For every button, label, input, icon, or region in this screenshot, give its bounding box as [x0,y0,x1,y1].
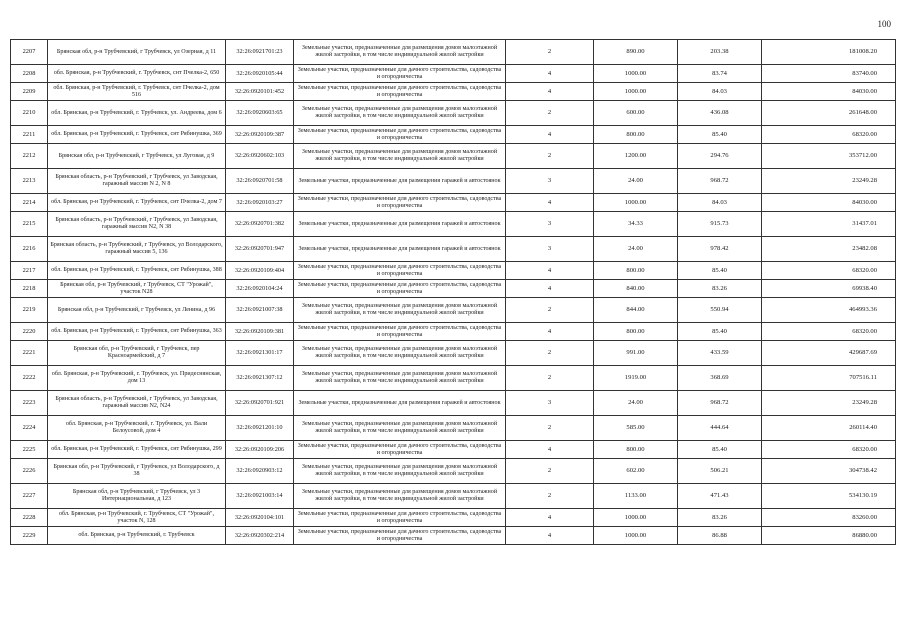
land-use-cell: Земельные участки, предназначенные для дачного строительства, садоводства и огородничества [294,527,506,545]
cadastral-number-cell: 32:26:0921003:14 [226,484,294,509]
specific-value-cell: 203.38 [678,40,762,65]
area-cell: 1000.00 [594,509,678,527]
cadastral-number-cell: 32:26:0921301:17 [226,341,294,366]
cadastral-number-cell: 32:26:0920109:206 [226,441,294,459]
group-cell: 2 [506,144,594,169]
address-cell: Брянская обл, р-н Трубчевский, г Трубчевск, ул Озерная, д 11 [48,40,226,65]
cadastral-number-cell: 32:26:0920101:452 [226,83,294,101]
land-use-cell: Земельные участки, предназначенные для размещения домов малоэтажной жилой застройки, в том числе индивидуальной жилой застройки [294,484,506,509]
table-row [11,280,896,298]
group-cell: 3 [506,169,594,194]
table-row [11,212,896,237]
specific-value-cell: 444.64 [678,416,762,441]
area-cell: 1000.00 [594,527,678,545]
row-number-cell: 2219 [11,298,48,323]
specific-value-cell: 506.21 [678,459,762,484]
group-cell: 2 [506,101,594,126]
table-row [11,298,896,323]
cadastral-number-cell: 32:26:0921201:10 [226,416,294,441]
area-cell: 840.00 [594,280,678,298]
row-number-cell: 2210 [11,101,48,126]
area-cell: 800.00 [594,126,678,144]
land-use-cell: Земельные участки, предназначенные для размещения домов малоэтажной жилой застройки, в том числе индивидуальной жилой застройки [294,459,506,484]
table-row [11,237,896,262]
group-cell: 4 [506,441,594,459]
area-cell: 1200.00 [594,144,678,169]
group-cell: 3 [506,237,594,262]
cadastral-value-cell: 534130.19 [762,484,896,509]
cadastral-number-cell: 32:26:0920603:65 [226,101,294,126]
address-cell: Брянская область, р-н Трубчевский, г Трубчевск, ул Заводская, гаражный массив N2, N 38 [48,212,226,237]
row-number-cell: 2211 [11,126,48,144]
table-row [11,366,896,391]
cadastral-value-cell: 68320.00 [762,126,896,144]
cadastral-value-cell: 31437.01 [762,212,896,237]
area-cell: 585.00 [594,416,678,441]
group-cell: 2 [506,366,594,391]
table-row [11,527,896,545]
address-cell: Брянская обл, р-н Трубчевский, г Трубчевск, ул 3 Интернациональная, д 123 [48,484,226,509]
row-number-cell: 2209 [11,83,48,101]
cadastral-value-cell: 84030.00 [762,83,896,101]
group-cell: 4 [506,527,594,545]
address-cell: Брянская обл, р-н Трубчевский, г Трубчевск, ул Ленина, д 96 [48,298,226,323]
area-cell: 24.00 [594,237,678,262]
land-use-cell: Земельные участки, предназначенные для размещения гаражей и автостоянок [294,212,506,237]
cadastral-number-cell: 32:26:0920104:101 [226,509,294,527]
group-cell: 3 [506,212,594,237]
row-number-cell: 2212 [11,144,48,169]
land-use-cell: Земельные участки, предназначенные для дачного строительства, садоводства и огородничества [294,509,506,527]
specific-value-cell: 915.73 [678,212,762,237]
cadastral-number-cell: 32:26:0920105:44 [226,65,294,83]
table-row [11,262,896,280]
cadastral-value-cell: 83260.00 [762,509,896,527]
area-cell: 1000.00 [594,83,678,101]
row-number-cell: 2208 [11,65,48,83]
group-cell: 2 [506,298,594,323]
table-row [11,416,896,441]
cadastral-value-cell: 84030.00 [762,194,896,212]
specific-value-cell: 433.59 [678,341,762,366]
cadastral-value-cell: 707516.11 [762,366,896,391]
cadastral-value-cell: 83740.00 [762,65,896,83]
cadastral-value-cell: 464993.36 [762,298,896,323]
specific-value-cell: 978.42 [678,237,762,262]
specific-value-cell: 85.40 [678,126,762,144]
land-use-cell: Земельные участки, предназначенные для размещения домов малоэтажной жилой застройки, в том числе индивидуальной жилой застройки [294,40,506,65]
address-cell: обл. Брянская, р-н Трубчевский, г. Трубчевск, снт Пчелка-2, дом 7 [48,194,226,212]
land-use-cell: Земельные участки, предназначенные для дачного строительства, садоводства и огородничества [294,441,506,459]
row-number-cell: 2207 [11,40,48,65]
cadastral-number-cell: 32:26:0920109:387 [226,126,294,144]
cadastral-number-cell: 32:26:0921701:23 [226,40,294,65]
land-use-cell: Земельные участки, предназначенные для размещения домов малоэтажной жилой застройки, в том числе индивидуальной жилой застройки [294,341,506,366]
area-cell: 890.00 [594,40,678,65]
area-cell: 1133.00 [594,484,678,509]
table-row [11,509,896,527]
address-cell: обл. Брянская, р-н Трубчевский, г. Трубчевск, снт Рябинушка, 299 [48,441,226,459]
land-use-cell: Земельные участки, предназначенные для дачного строительства, садоводства и огородничества [294,194,506,212]
group-cell: 2 [506,341,594,366]
row-number-cell: 2227 [11,484,48,509]
table-row [11,40,896,65]
specific-value-cell: 436.08 [678,101,762,126]
land-use-cell: Земельные участки, предназначенные для дачного строительства, садоводства и огородничества [294,65,506,83]
address-cell: обл. Брянская, р-н Трубчевский, г. Трубчевск, снт Пчелка-2, 650 [48,65,226,83]
table-body [11,40,896,545]
land-use-cell: Земельные участки, предназначенные для размещения гаражей и автостоянок [294,391,506,416]
cadastral-value-cell: 23249.28 [762,169,896,194]
cadastral-number-cell: 32:26:0920302:214 [226,527,294,545]
row-number-cell: 2221 [11,341,48,366]
row-number-cell: 2216 [11,237,48,262]
cadastral-value-cell: 429687.69 [762,341,896,366]
area-cell: 1000.00 [594,194,678,212]
page-number: 100 [877,19,891,29]
cadastral-value-cell: 69938.40 [762,280,896,298]
table-row [11,65,896,83]
row-number-cell: 2228 [11,509,48,527]
group-cell: 4 [506,194,594,212]
address-cell: Брянская обл, р-н Трубчевский, г Трубчевск, ул Володарского, д 38 [48,459,226,484]
group-cell: 4 [506,262,594,280]
specific-value-cell: 83.26 [678,509,762,527]
table-row [11,441,896,459]
cadastral-value-cell: 353712.00 [762,144,896,169]
land-use-cell: Земельные участки, предназначенные для дачного строительства, садоводства и огородничества [294,262,506,280]
cadastral-value-cell: 23249.28 [762,391,896,416]
table-row [11,194,896,212]
cadastral-value-cell: 23482.08 [762,237,896,262]
area-cell: 844.00 [594,298,678,323]
address-cell: Брянская область, р-н Трубчевский, г Трубчевск, ул Заводская, гаражный массив N 2, N 8 [48,169,226,194]
cadastral-number-cell: 32:26:0920701:382 [226,212,294,237]
land-use-cell: Земельные участки, предназначенные для размещения гаражей и автостоянок [294,169,506,194]
land-plot-table [10,39,896,545]
cadastral-number-cell: 32:26:0921007:38 [226,298,294,323]
table-row [11,391,896,416]
area-cell: 24.00 [594,169,678,194]
group-cell: 2 [506,416,594,441]
area-cell: 600.00 [594,101,678,126]
table-row [11,169,896,194]
address-cell: Брянская область, р-н Трубчевский, г Трубчевск, ул Заводская, гаражный массив N2, N24 [48,391,226,416]
cadastral-number-cell: 32:26:0920903:12 [226,459,294,484]
address-cell: обл. Брянская, р-н Трубчевский, г. Трубчевск, снт Пчелка-2, дом 516 [48,83,226,101]
cadastral-number-cell: 32:26:0920103:27 [226,194,294,212]
area-cell: 991.00 [594,341,678,366]
specific-value-cell: 83.26 [678,280,762,298]
land-use-cell: Земельные участки, предназначенные для размещения домов малоэтажной жилой застройки, в том числе индивидуальной жилой застройки [294,101,506,126]
specific-value-cell: 471.43 [678,484,762,509]
cadastral-value-cell: 304738.42 [762,459,896,484]
row-number-cell: 2224 [11,416,48,441]
row-number-cell: 2222 [11,366,48,391]
cadastral-number-cell: 32:26:0921307:12 [226,366,294,391]
cadastral-value-cell: 86880.00 [762,527,896,545]
group-cell: 2 [506,484,594,509]
cadastral-value-cell: 68320.00 [762,323,896,341]
table-row [11,484,896,509]
table-row [11,101,896,126]
group-cell: 4 [506,323,594,341]
row-number-cell: 2217 [11,262,48,280]
specific-value-cell: 368.69 [678,366,762,391]
land-use-cell: Земельные участки, предназначенные для дачного строительства, садоводства и огородничества [294,83,506,101]
table-row [11,341,896,366]
land-use-cell: Земельные участки, предназначенные для дачного строительства, садоводства и огородничества [294,126,506,144]
cadastral-number-cell: 32:26:0920109:404 [226,262,294,280]
cadastral-number-cell: 32:26:0920109:381 [226,323,294,341]
row-number-cell: 2225 [11,441,48,459]
row-number-cell: 2218 [11,280,48,298]
specific-value-cell: 85.40 [678,262,762,280]
address-cell: обл. Брянская, р-н Трубчевский, г. Трубчевск, снт Рябинушка, 363 [48,323,226,341]
cadastral-value-cell: 261648.00 [762,101,896,126]
address-cell: обл. Брянская, р-н Трубчевский, г. Трубчевск [48,527,226,545]
address-cell: Брянская обл, р-н Трубчевский, г Трубчевск, СТ "Урожай", участок N28 [48,280,226,298]
specific-value-cell: 85.40 [678,323,762,341]
address-cell: Брянская обл, р-н Трубчевский, г Трубчевск, ул Луговая, д 9 [48,144,226,169]
land-use-cell: Земельные участки, предназначенные для дачного строительства, садоводства и огородничества [294,323,506,341]
cadastral-number-cell: 32:26:0920104:24 [226,280,294,298]
address-cell: Брянская обл, р-н Трубчевский, г Трубчевск, пер Красноармейский, д 7 [48,341,226,366]
area-cell: 800.00 [594,262,678,280]
address-cell: обл. Брянская, р-н Трубчевский, г. Трубчевск, ул. Придеснянская, дом 13 [48,366,226,391]
area-cell: 34.33 [594,212,678,237]
area-cell: 800.00 [594,441,678,459]
specific-value-cell: 968.72 [678,391,762,416]
cadastral-number-cell: 32:26:0920701:58 [226,169,294,194]
table-row [11,459,896,484]
land-use-cell: Земельные участки, предназначенные для дачного строительства, садоводства и огородничества [294,280,506,298]
cadastral-number-cell: 32:26:0920701:947 [226,237,294,262]
cadastral-value-cell: 181008.20 [762,40,896,65]
area-cell: 602.00 [594,459,678,484]
row-number-cell: 2220 [11,323,48,341]
row-number-cell: 2229 [11,527,48,545]
specific-value-cell: 84.03 [678,83,762,101]
cadastral-value-cell: 68320.00 [762,441,896,459]
specific-value-cell: 294.76 [678,144,762,169]
specific-value-cell: 550.94 [678,298,762,323]
specific-value-cell: 86.88 [678,527,762,545]
row-number-cell: 2223 [11,391,48,416]
area-cell: 800.00 [594,323,678,341]
table-row [11,323,896,341]
row-number-cell: 2214 [11,194,48,212]
group-cell: 4 [506,509,594,527]
cadastral-number-cell: 32:26:0920602:103 [226,144,294,169]
address-cell: обл. Брянская, р-н Трубчевский, г. Трубчевск, ул. Андреева, дом 6 [48,101,226,126]
table-row [11,83,896,101]
address-cell: обл. Брянская, р-н Трубчевский, г. Трубчевск, снт Рябинушка, 388 [48,262,226,280]
address-cell: обл. Брянская, р-н Трубчевский, г. Трубчевск, ул. Вали Белоусовой, дом 4 [48,416,226,441]
cadastral-value-cell: 260114.40 [762,416,896,441]
specific-value-cell: 968.72 [678,169,762,194]
table-row [11,126,896,144]
address-cell: Брянская область, р-н Трубчевский, г Трубчевск, ул Володарского, гаражный массив 5, 136 [48,237,226,262]
cadastral-number-cell: 32:26:0920701:921 [226,391,294,416]
land-use-cell: Земельные участки, предназначенные для размещения гаражей и автостоянок [294,237,506,262]
area-cell: 1919.00 [594,366,678,391]
address-cell: обл. Брянская, р-н Трубчевский, г. Трубчевск, СТ "Урожай", участок N, 128 [48,509,226,527]
land-use-cell: Земельные участки, предназначенные для размещения домов малоэтажной жилой застройки, в том числе индивидуальной жилой застройки [294,298,506,323]
land-use-cell: Земельные участки, предназначенные для размещения домов малоэтажной жилой застройки, в том числе индивидуальной жилой застройки [294,144,506,169]
table-row [11,144,896,169]
group-cell: 4 [506,126,594,144]
group-cell: 2 [506,40,594,65]
specific-value-cell: 83.74 [678,65,762,83]
group-cell: 4 [506,280,594,298]
cadastral-value-cell: 68320.00 [762,262,896,280]
specific-value-cell: 85.40 [678,441,762,459]
group-cell: 3 [506,391,594,416]
land-use-cell: Земельные участки, предназначенные для размещения домов малоэтажной жилой застройки, в том числе индивидуальной жилой застройки [294,416,506,441]
group-cell: 4 [506,83,594,101]
group-cell: 2 [506,459,594,484]
row-number-cell: 2226 [11,459,48,484]
group-cell: 4 [506,65,594,83]
address-cell: обл. Брянская, р-н Трубчевский, г. Трубчевск, снт Рябинушка, 369 [48,126,226,144]
row-number-cell: 2215 [11,212,48,237]
area-cell: 24.00 [594,391,678,416]
land-use-cell: Земельные участки, предназначенные для размещения домов малоэтажной жилой застройки, в том числе индивидуальной жилой застройки [294,366,506,391]
specific-value-cell: 84.03 [678,194,762,212]
area-cell: 1000.00 [594,65,678,83]
row-number-cell: 2213 [11,169,48,194]
